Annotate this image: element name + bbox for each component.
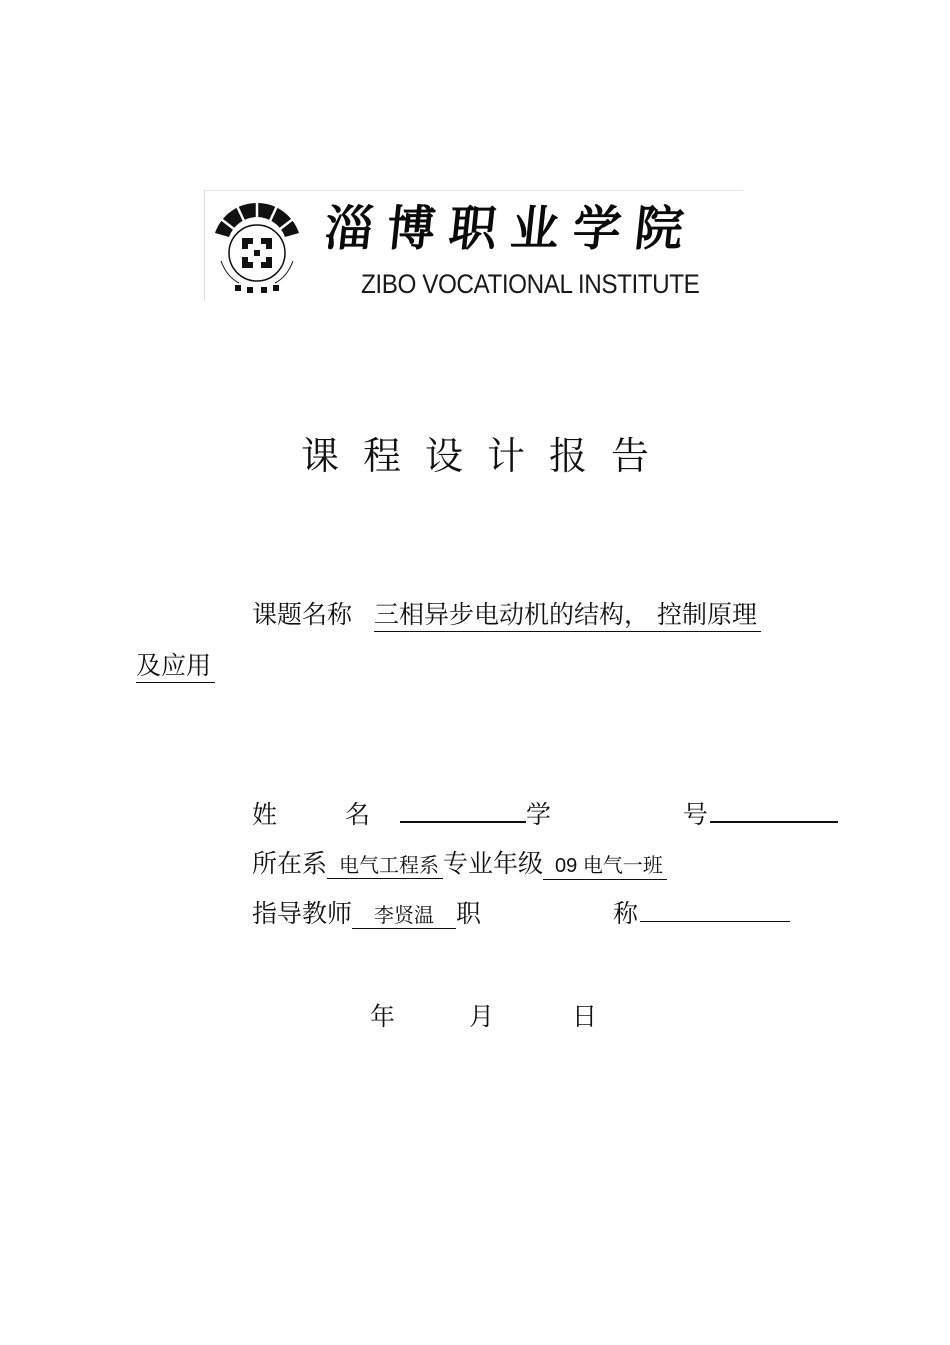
- department-value: 电气工程系: [327, 852, 443, 879]
- department-grade-row: [252, 847, 667, 881]
- teacher-value: 李贤温: [352, 902, 456, 929]
- teacher-label: 指导教师: [252, 899, 353, 928]
- school-name-english: ZIBO VOCATIONAL INSTITUTE: [361, 269, 700, 299]
- topic-value-line1: 三相异步电动机的结构， 控制原理: [374, 599, 761, 632]
- month-label: 月: [469, 1002, 495, 1031]
- name-id-row: [252, 798, 838, 832]
- teacher-title-row: [252, 897, 790, 931]
- student-id-label: 学 号: [525, 800, 770, 829]
- year-label: 年: [370, 1002, 396, 1031]
- professional-title-blank: [640, 899, 790, 922]
- school-seal-icon: [207, 197, 307, 297]
- report-title: 课程设计报告: [300, 434, 673, 478]
- topic-value-line2: 及应用: [136, 650, 215, 683]
- name-label: 姓 名: [252, 800, 400, 829]
- grade-value: 09 电气一班: [543, 853, 667, 880]
- date-row: [370, 1000, 597, 1034]
- grade-label: 专业年级: [443, 849, 544, 878]
- topic-label: 课题名称: [252, 600, 353, 629]
- school-logo-banner: [204, 190, 743, 301]
- student-id-blank: [710, 799, 838, 823]
- name-blank: [400, 799, 526, 823]
- department-label: 所在系: [252, 849, 328, 878]
- professional-title-label: 职 称: [456, 899, 700, 928]
- day-label: 日: [572, 1002, 598, 1031]
- topic-row: [252, 598, 761, 632]
- topic-row-continuation: [136, 649, 215, 683]
- school-name-chinese: 淄博职业学院: [322, 201, 700, 257]
